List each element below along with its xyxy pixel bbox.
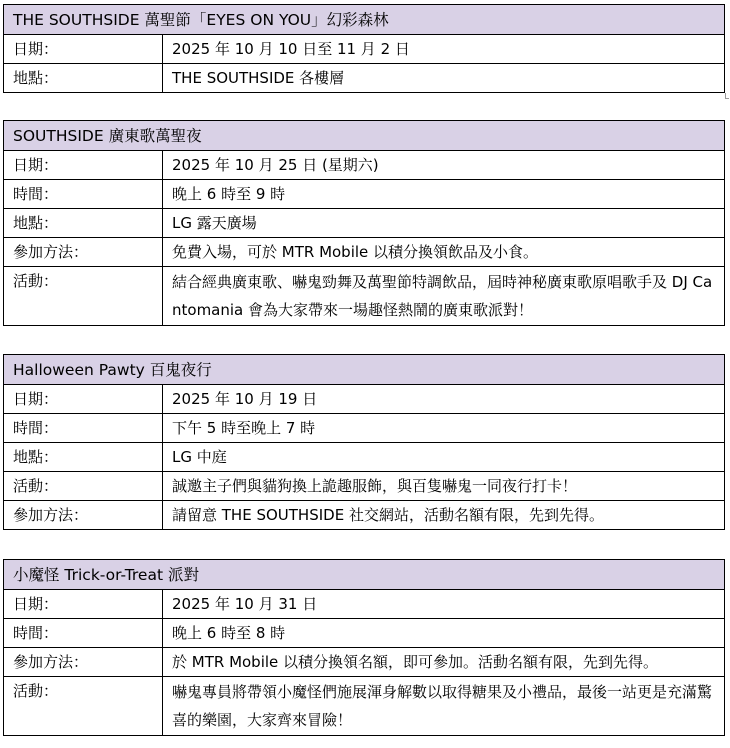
row-label: 參加方法： (4, 238, 163, 267)
row-value: 2025 年 10 月 10 日至 11 月 2 日 (163, 35, 725, 64)
table-row (4, 180, 725, 209)
table-row (4, 209, 725, 238)
row-label: 地點： (4, 64, 163, 93)
row-value: THE SOUTHSIDE 各樓層 (163, 64, 725, 93)
event-title: THE SOUTHSIDE 萬聖節「EYES ON YOU」幻彩森林 (4, 5, 725, 35)
row-value: 免費入場，可於 MTR Mobile 以積分換領飲品及小食。 (163, 238, 725, 267)
row-label: 時間： (4, 619, 163, 648)
row-label: 參加方法： (4, 648, 163, 677)
event-title: 小魔怪 Trick-or-Treat 派對 (4, 560, 725, 590)
table-row (4, 648, 725, 677)
event-table-trick-or-treat (3, 559, 725, 736)
row-label: 日期： (4, 151, 163, 180)
row-value: 晚上 6 時至 9 時 (163, 180, 725, 209)
table-row (4, 238, 725, 267)
table-header-row (4, 560, 725, 590)
row-value: LG 中庭 (163, 443, 725, 472)
row-label: 地點： (4, 443, 163, 472)
row-label: 時間： (4, 414, 163, 443)
table-row (4, 619, 725, 648)
row-value: 2025 年 10 月 25 日 (星期六) (163, 151, 725, 180)
row-label: 活動： (4, 472, 163, 501)
row-value: 請留意 THE SOUTHSIDE 社交網站，活動名額有限，先到先得。 (163, 501, 725, 530)
row-value: 誠邀主子們與貓狗換上詭趣服飾，與百隻嚇鬼一同夜行打卡！ (163, 472, 725, 501)
row-value: LG 露天廣場 (163, 209, 725, 238)
row-label: 時間： (4, 180, 163, 209)
row-label: 參加方法： (4, 501, 163, 530)
row-value: 2025 年 10 月 31 日 (163, 590, 725, 619)
event-table-cantopop-night (3, 120, 725, 326)
table-row (4, 501, 725, 530)
row-value: 於 MTR Mobile 以積分換領名額，即可參加。活動名額有限，先到先得。 (163, 648, 725, 677)
row-label: 地點： (4, 209, 163, 238)
row-label: 活動： (4, 677, 163, 736)
event-table-halloween-pawty (3, 354, 725, 530)
table-row (4, 472, 725, 501)
event-title: SOUTHSIDE 廣東歌萬聖夜 (4, 121, 725, 151)
paragraph-end-marker (725, 93, 729, 99)
event-table-eyes-on-you (3, 4, 725, 93)
row-label: 日期： (4, 385, 163, 414)
table-header-row (4, 355, 725, 385)
table-row (4, 385, 725, 414)
table-row (4, 35, 725, 64)
table-row (4, 677, 725, 736)
event-title: Halloween Pawty 百鬼夜行 (4, 355, 725, 385)
row-value: 嚇鬼專員將帶領小魔怪們施展渾身解數以取得糖果及小禮品，最後一站更是充滿驚喜的樂園，大家齊來冒險！ (163, 677, 725, 736)
table-row (4, 267, 725, 326)
row-value: 晚上 6 時至 8 時 (163, 619, 725, 648)
row-value: 2025 年 10 月 19 日 (163, 385, 725, 414)
table-header-row (4, 121, 725, 151)
table-header-row (4, 5, 725, 35)
table-row (4, 151, 725, 180)
row-value: 結合經典廣東歌、嚇鬼勁舞及萬聖節特調飲品，屆時神秘廣東歌原唱歌手及 DJ Cantomania 會為大家帶來一場趣怪熱鬧的廣東歌派對！ (163, 267, 725, 326)
row-label: 活動： (4, 267, 163, 326)
row-label: 日期： (4, 35, 163, 64)
table-row (4, 64, 725, 93)
table-row (4, 414, 725, 443)
row-label: 日期： (4, 590, 163, 619)
table-row (4, 443, 725, 472)
table-row (4, 590, 725, 619)
row-value: 下午 5 時至晚上 7 時 (163, 414, 725, 443)
